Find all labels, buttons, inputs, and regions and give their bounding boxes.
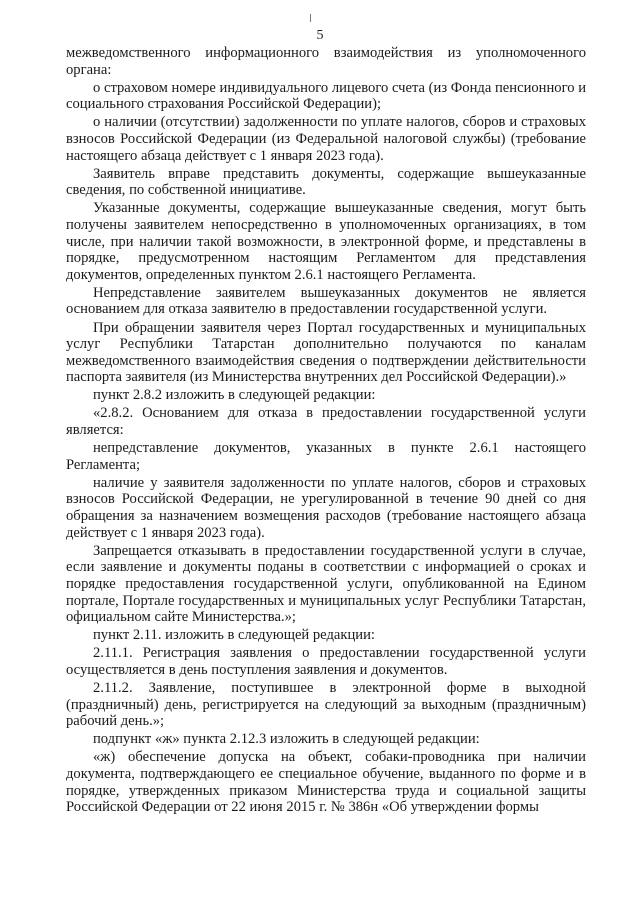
paragraph: «ж) обеспечение допуска на объект, собаки-проводника при наличии документа, подтверждающего ее специальное обучение, выданного по форме и в порядке, утвержденных приказом Министерства труда и социальной защиты Российской Федерации от 22 июня 2015 г. № 386н «Об утверждении формы — [66, 749, 586, 816]
paragraph: Непредставление заявителем вышеуказанных документов не является основанием для отказа заявителю в предоставлении государственной услуги. — [66, 284, 586, 318]
paragraph: Указанные документы, содержащие вышеуказанные сведения, могут быть получены заявителем непосредственно в уполномоченных организациях, в том числе, при наличии такой возможности, в электронной форме, и представлены в порядке, предусмотренном настоящим Регламентом для представления документов, определенных пунктом 2.6.1 настоящего Регламента. — [66, 200, 586, 283]
page-number: 5 — [316, 28, 324, 43]
document-body — [66, 45, 586, 817]
scan-artifact-mark — [310, 14, 311, 22]
paragraph: пункт 2.8.2 изложить в следующей редакции: — [93, 387, 376, 404]
paragraph: о страховом номере индивидуального лицевого счета (из Фонда пенсионного и социального страхования Российской Федерации); — [66, 79, 586, 113]
paragraph: непредставление документов, указанных в пункте 2.6.1 настоящего Регламента; — [66, 440, 586, 473]
paragraph: наличие у заявителя задолженности по уплате налогов, сборов и страховых взносов Российской Федерации, не урегулированной в течение 90 дней со дня обращения за назначением возмещения расходов (требование настоящего абзаца действует с 1 января 2023 года). — [66, 474, 586, 541]
paragraph: о наличии (отсутствии) задолженности по уплате налогов, сборов и страховых взносов Российской Федерации (из Федеральной налоговой службы) (требование настоящего абзаца действует с 1 января 2023 года). — [66, 114, 586, 164]
paragraph: При обращении заявителя через Портал государственных и муниципальных услуг Республики Татарстан дополнительно получаются по каналам межведомственного взаимодействия сведения о подтверждении действительности паспорта заявителя (из Министерства внутренних дел Российской Федерации).» — [66, 319, 586, 386]
paragraph: Запрещается отказывать в предоставлении государственной услуги в случае, если заявление и документы поданы в соответствии с информацией о сроках и порядке предоставления государственной услуги, опубликованной на Едином портале, Портале государственных и муниципальных услуг Республики Татарстан, официальном сайте Министерства.»; — [66, 542, 586, 626]
paragraph: подпункт «ж» пункта 2.12.3 изложить в следующей редакции: — [93, 731, 480, 748]
paragraph: 2.11.2. Заявление, поступившее в электронной форме в выходной (праздничный) день, регистрируется на следующий за выходным (праздничным) рабочий день.»; — [66, 679, 586, 730]
paragraph: «2.8.2. Основанием для отказа в предоставлении государственной услуги является: — [66, 405, 586, 439]
paragraph: 2.11.1. Регистрация заявления о предоставлении государственной услуги осуществляется в день поступления заявления и документов. — [66, 645, 586, 678]
paragraph: межведомственного информационного взаимодействия из уполномоченного органа: — [66, 45, 586, 78]
paragraph: Заявитель вправе представить документы, содержащие вышеуказанные сведения, по собственной инициативе. — [66, 165, 586, 199]
paragraph: пункт 2.11. изложить в следующей редакции: — [93, 627, 375, 644]
